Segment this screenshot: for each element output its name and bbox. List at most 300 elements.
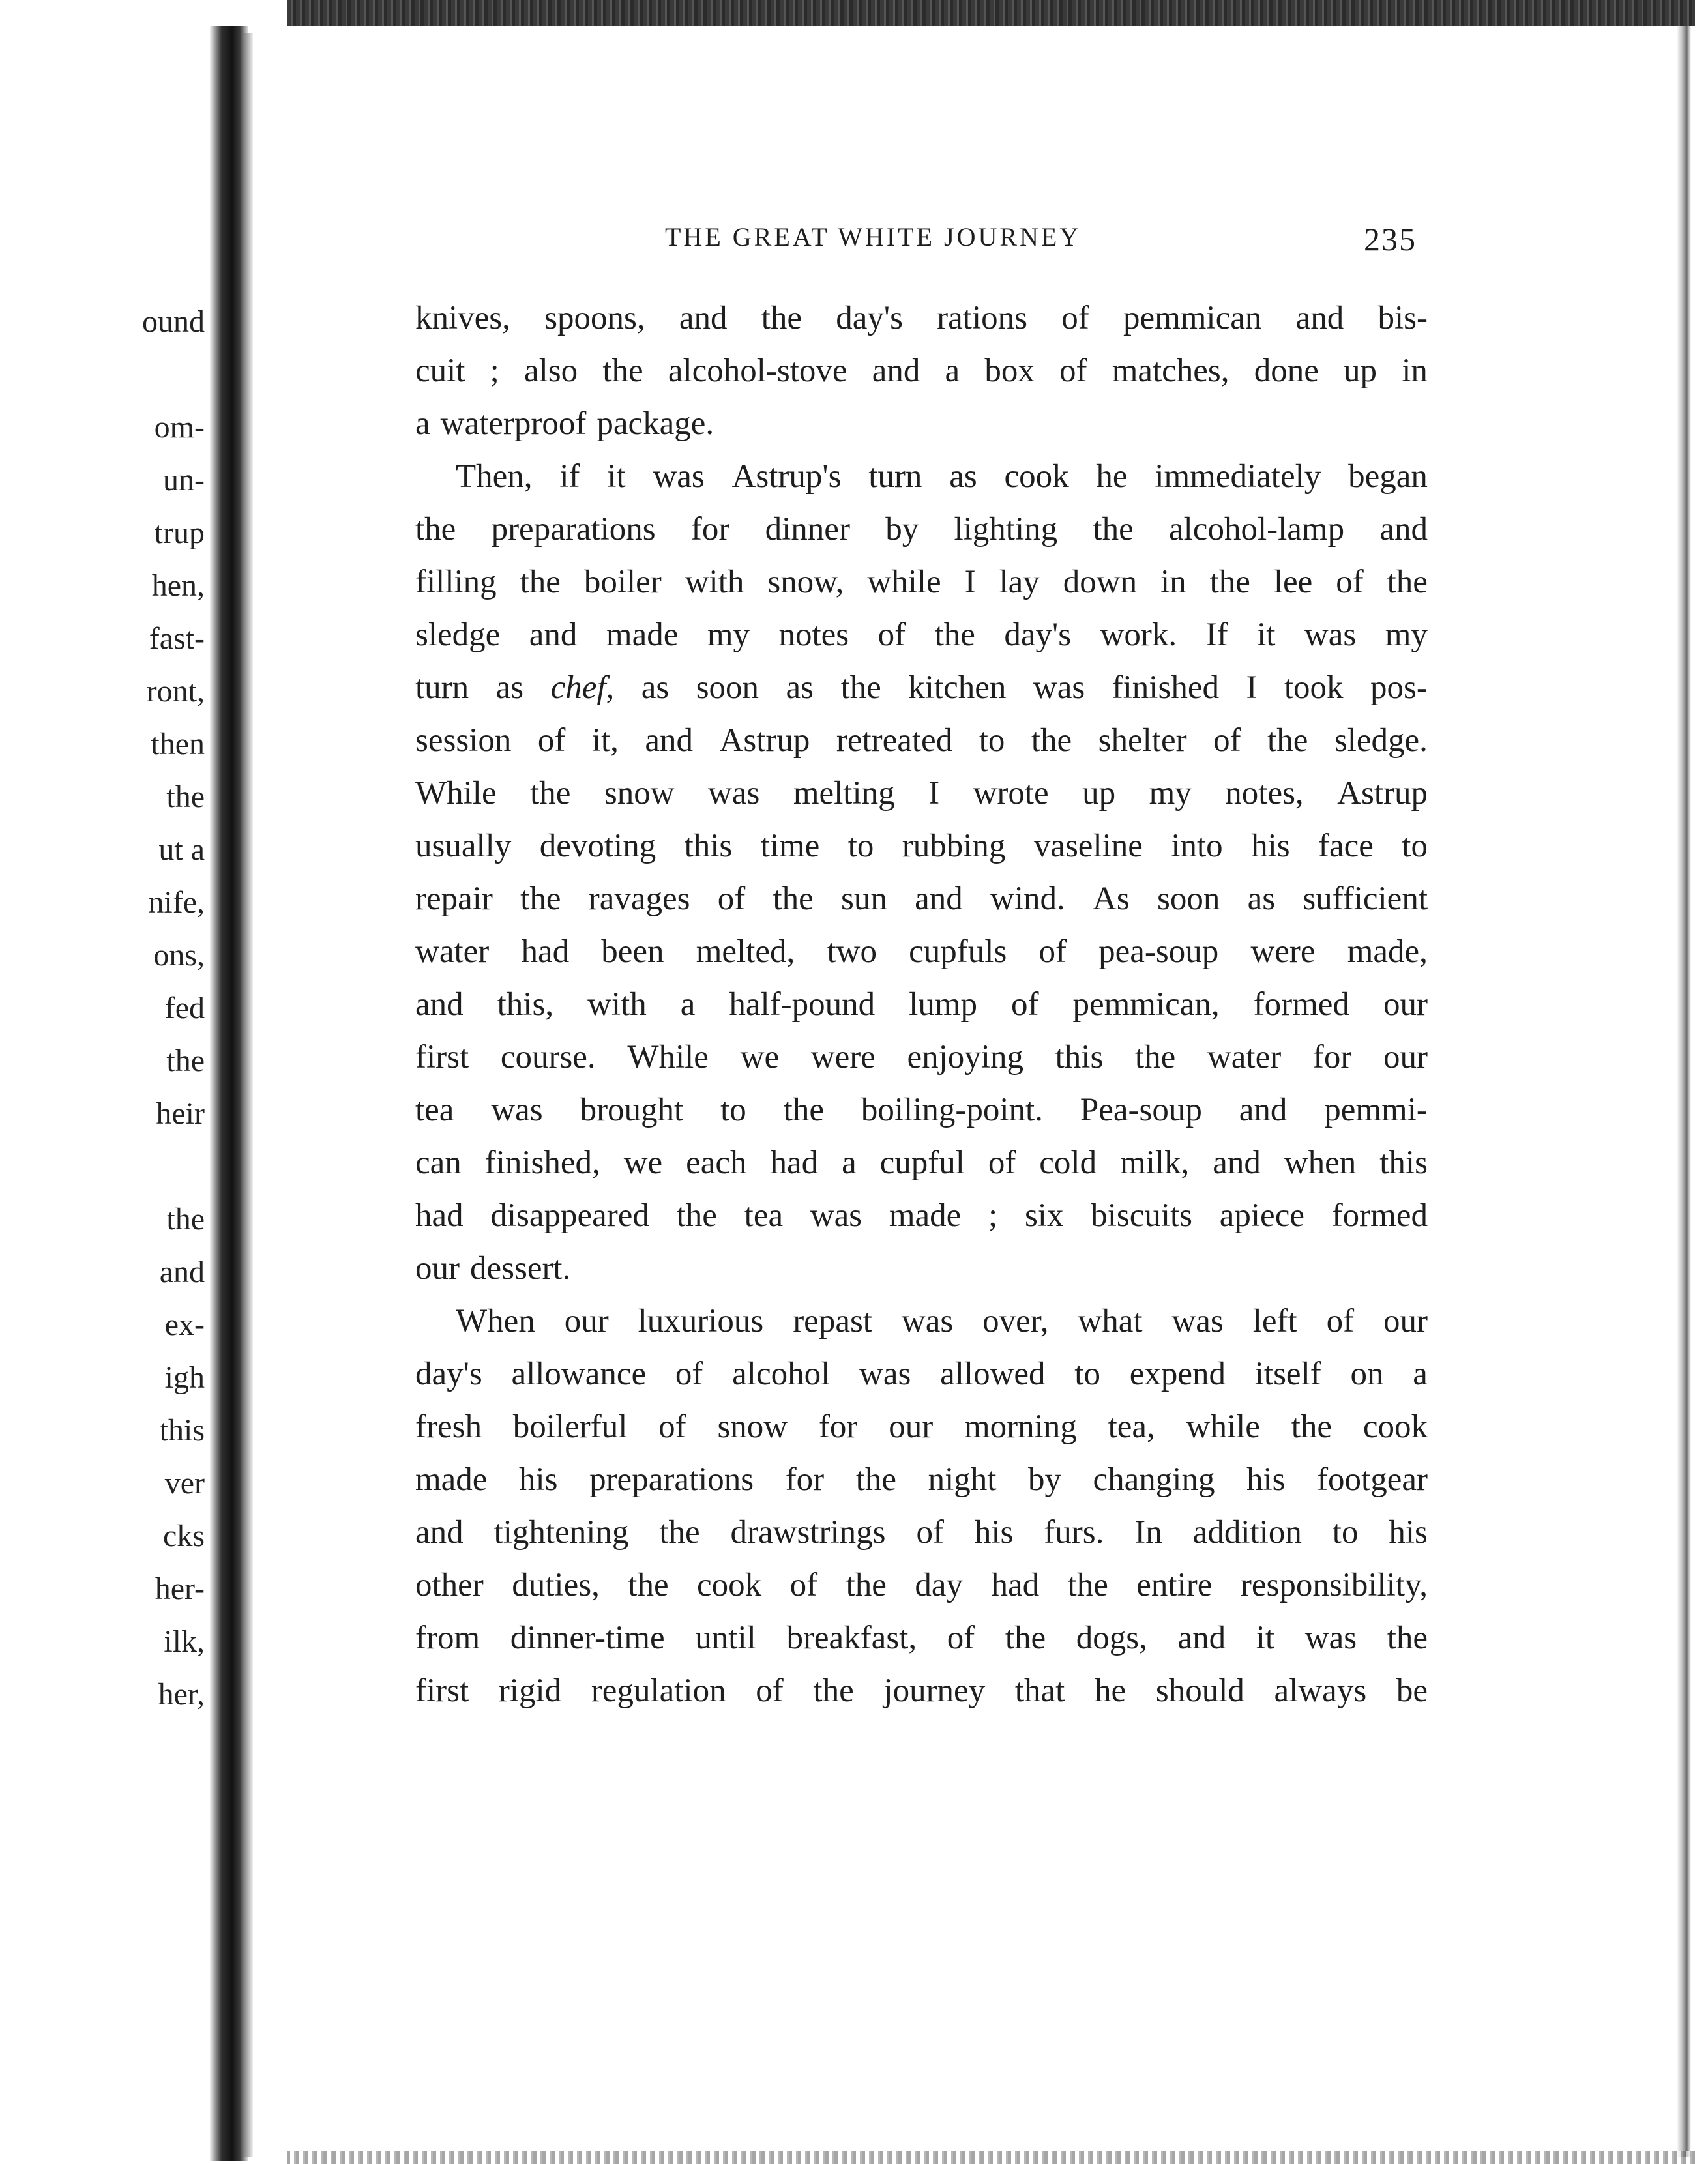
word: a [842,1145,857,1181]
word: expend [1129,1356,1226,1392]
text-line [415,820,1428,873]
word: this [1055,1039,1104,1075]
word: and [915,881,963,917]
text-line [415,556,1428,609]
word: his [1251,828,1290,864]
word: other [415,1567,484,1603]
word: always [1274,1673,1367,1709]
word: the [1031,722,1072,759]
word: had [991,1567,1040,1603]
word: cold [1039,1145,1097,1181]
facing-page-text-fragment: trup [154,516,205,550]
word: on [1350,1356,1384,1392]
word: by [1027,1461,1061,1498]
word: be [1396,1673,1428,1709]
word: devoting [539,828,656,864]
word: our [415,1250,460,1287]
text-line [415,1348,1428,1401]
word: sledge. [1334,722,1428,759]
word: the [1387,1620,1428,1656]
word: repast [793,1303,872,1339]
word: immediately [1155,458,1321,495]
word: done [1254,353,1319,389]
word: the [659,1514,700,1551]
word: with [587,986,647,1023]
word: that [1014,1673,1065,1709]
word: to [720,1092,746,1128]
word: the [934,617,975,653]
word: the [602,353,643,389]
word: as [641,669,670,706]
word: package. [596,405,714,442]
word: preparations [589,1461,754,1498]
word: was [708,775,760,812]
text-line [415,503,1428,556]
facing-page-text-fragment: her- [155,1572,205,1606]
text-line [415,450,1428,503]
word: two [827,933,877,970]
word: water [415,933,490,970]
word: disappeared [490,1197,649,1234]
word: the [855,1461,897,1498]
word: of [1011,986,1039,1023]
word: fresh [415,1409,482,1445]
facing-page-text-fragment: this [159,1413,205,1448]
word: apiece [1219,1197,1304,1234]
word: sledge [415,617,501,653]
text-line [415,1031,1428,1084]
word: and [1213,1145,1261,1181]
word: to [847,828,874,864]
word: While [627,1039,709,1075]
word: cook [1362,1409,1428,1445]
word: half-pound [729,986,876,1023]
word: dessert. [469,1250,571,1287]
word: the [773,881,814,917]
word: journey [883,1673,986,1709]
word: regulation [591,1673,726,1709]
word: tea [744,1197,784,1234]
word: of [789,1567,818,1603]
facing-page-text-fragment: the [166,780,205,814]
word: of [537,722,566,759]
word: formed [1331,1197,1428,1234]
word: each [686,1145,747,1181]
text-line [415,767,1428,820]
word: his [974,1514,1014,1551]
word: had [415,1197,464,1234]
word: to [1332,1514,1359,1551]
facing-page-text-fragment: fed [164,991,205,1025]
word: Astrup [719,722,810,759]
word: pea-soup [1098,933,1219,970]
facing-page-text-fragment: cks [163,1519,205,1553]
word: this, [497,986,554,1023]
text-line [415,662,1428,714]
facing-page-text-fragment: ilk, [164,1624,205,1659]
word: melted, [696,933,795,970]
word: boiler [583,564,662,600]
page-number: 235 [1364,221,1417,257]
scanner-edge-top [287,0,1695,26]
word: of [756,1673,784,1709]
word: for [818,1409,858,1445]
gutter-shadow [243,33,253,2157]
word: over, [982,1303,1049,1339]
word: made [889,1197,962,1234]
word: of [1059,353,1087,389]
word: work. [1100,617,1177,653]
text-line [415,873,1428,926]
word: sun [841,881,887,917]
facing-page-text-fragment: hen, [151,568,205,603]
word: down [1063,564,1138,600]
text-line [415,926,1428,978]
word: cook [697,1567,762,1603]
word: of [1336,564,1364,600]
word: first [415,1673,469,1709]
word: first [415,1039,469,1075]
word: a [1413,1356,1428,1392]
word: had [770,1145,819,1181]
word: ravages [588,881,690,917]
word: cook [1004,458,1069,495]
word: to [979,722,1005,759]
word: for [1312,1039,1352,1075]
word: dinner-time [510,1620,665,1656]
facing-page-text-fragment: heir [156,1096,205,1131]
word: our [1383,1303,1428,1339]
word: the [520,564,561,600]
word: pos- [1370,669,1428,706]
word: made [606,617,679,653]
word: If [1205,617,1228,653]
word: luxurious [638,1303,764,1339]
text-line [415,292,1428,345]
word: and [1239,1092,1288,1128]
word: for [785,1461,825,1498]
facing-page-text-fragment: her, [158,1677,205,1712]
word: snow, [767,564,844,600]
word: addition [1192,1514,1302,1551]
word: changing [1093,1461,1215,1498]
word: alcohol [732,1356,831,1392]
facing-page-text-fragment: ex- [164,1308,205,1342]
word: responsibility, [1240,1567,1428,1603]
text-line [415,398,1428,450]
word: this [684,828,733,864]
text-line [415,714,1428,767]
word: kitchen [908,669,1007,706]
text-line [415,345,1428,398]
word: the [1291,1409,1333,1445]
word: to [1074,1356,1100,1392]
word: until [695,1620,756,1656]
text-line [415,1612,1428,1665]
word: dinner [765,511,850,548]
word: rations [937,300,1027,336]
word: cupful [879,1145,965,1181]
word: entire [1136,1567,1213,1603]
facing-page-text-fragment: the [166,1202,205,1236]
word: while [1186,1409,1260,1445]
word: tightening [493,1514,629,1551]
word: he [1095,1673,1126,1709]
word: dogs, [1076,1620,1147,1656]
text-line [415,1084,1428,1137]
word: was [1033,669,1085,706]
word: of [988,1145,1016,1181]
word: I [928,775,940,812]
word: of [1213,722,1241,759]
word: box [984,353,1035,389]
facing-page-text-fragment: the [166,1044,205,1078]
facing-page-text-fragment: fast- [149,621,205,656]
word: six [1024,1197,1064,1234]
word: from [415,1620,480,1656]
word: ; [988,1197,998,1234]
word: lighting [954,511,1058,548]
word: snow [604,775,675,812]
word: had [521,933,570,970]
word: our [889,1409,934,1445]
word: a [680,986,696,1023]
word: I [964,564,976,600]
word: soon [1156,881,1220,917]
word: our [564,1303,609,1339]
word: his [1246,1461,1286,1498]
word: while [867,564,941,600]
word: was [1304,1620,1357,1656]
word: we [740,1039,780,1075]
word: my [1149,775,1192,812]
word: up [1082,775,1116,812]
word: the [676,1197,717,1234]
word: for [690,511,730,548]
word: the [840,669,881,706]
word: formed [1253,986,1349,1023]
word: and [1379,511,1428,548]
word: the [1067,1567,1108,1603]
word: snow [717,1409,788,1445]
word: the [415,511,456,548]
word: While [415,775,497,812]
word: bis- [1377,300,1428,336]
text-line [415,609,1428,662]
facing-page-text-fragment: ver [164,1466,205,1500]
word: with [685,564,744,600]
word: alcohol-stove [668,353,847,389]
text-line [415,1454,1428,1506]
word: took [1284,669,1344,706]
running-head: THE GREAT WHITE JOURNEY [665,222,1082,252]
word: boiling-point. [861,1092,1043,1128]
word: in [1160,564,1186,600]
text-line [415,1559,1428,1612]
word: he [1096,458,1128,495]
word: footgear [1317,1461,1428,1498]
word: and [529,617,578,653]
word: course. [500,1039,596,1075]
word: Astrup's [731,458,842,495]
word: day's [1004,617,1072,653]
word: it [607,458,626,495]
word: it [1256,1620,1275,1656]
word: day's [415,1356,482,1392]
word: breakfast, [786,1620,917,1656]
word: finished, [484,1145,600,1181]
word: water [1207,1039,1282,1075]
word: was [1171,1303,1224,1339]
word: the [813,1673,854,1709]
word: finished [1112,669,1219,706]
word: notes, [1225,775,1304,812]
word: I [1246,669,1258,706]
word: chef, [550,669,615,706]
word: itself [1254,1356,1321,1392]
word: our [1383,986,1428,1023]
text-line [415,1190,1428,1242]
facing-page-text-fragment: ut a [158,832,205,867]
word: cupfuls [909,933,1007,970]
facing-page-text-fragment: ront, [146,674,205,709]
word: it, [591,722,619,759]
word: rubbing [902,828,1006,864]
word: the [783,1092,824,1128]
word: the [1093,511,1134,548]
word: should [1155,1673,1244,1709]
word: the [628,1567,669,1603]
page-edge-right [1677,26,1691,2157]
facing-page-text-fragment: om- [154,410,205,445]
word: knives, [415,300,510,336]
word: and [645,722,694,759]
word: milk, [1120,1145,1190,1181]
word: as [495,669,524,706]
word: was [810,1197,862,1234]
word: when [1284,1145,1357,1181]
word: drawstrings [730,1514,886,1551]
word: of [877,617,906,653]
word: the [1209,564,1250,600]
word: In [1134,1514,1162,1551]
word: this [1379,1145,1428,1181]
scanner-edge-bottom [287,2151,1695,2164]
text-line [415,1242,1428,1295]
word: the [1005,1620,1046,1656]
word: vaseline [1033,828,1143,864]
facing-page-text-fragment: then [151,727,205,761]
facing-page-text-fragment: un- [163,463,205,497]
facing-page-text-fragment: ons, [153,938,205,972]
word: also [524,353,578,389]
word: it [1257,617,1276,653]
word: biscuits [1091,1197,1193,1234]
word: Then, [456,458,533,495]
word: and [1177,1620,1226,1656]
word: were [1250,933,1316,970]
word: When [456,1303,535,1339]
word: his [519,1461,558,1498]
word: allowed [940,1356,1046,1392]
word: a [415,405,430,442]
word: of [675,1356,703,1392]
word: in [1402,353,1428,389]
word: of [717,881,746,917]
text-line [415,1665,1428,1718]
word: rigid [498,1673,562,1709]
word: notes [778,617,849,653]
body-text [415,292,1428,1718]
word: matches, [1112,353,1229,389]
text-line [415,1401,1428,1454]
word: and [1295,300,1344,336]
word: was [859,1356,911,1392]
word: lump [909,986,978,1023]
word: to [1402,828,1428,864]
word: pemmican [1123,300,1262,336]
text-line [415,1506,1428,1559]
word: my [707,617,750,653]
word: been [601,933,664,970]
word: was [1304,617,1357,653]
facing-page-text-fragment: and [159,1255,205,1289]
word: allowance [511,1356,647,1392]
word: the [520,881,561,917]
word: began [1348,458,1428,495]
word: time [760,828,820,864]
word: were [810,1039,876,1075]
word: we [623,1145,663,1181]
word: of [658,1409,686,1445]
word: lee [1273,564,1313,600]
facing-page-text-fragment: ound [142,304,205,339]
word: as [949,458,977,495]
word: day [915,1567,963,1603]
word: up [1344,353,1377,389]
word: retreated [836,722,953,759]
word: morning [964,1409,1077,1445]
word: and [872,353,920,389]
word: his [1389,1514,1428,1551]
word: day's [836,300,903,336]
word: turn [868,458,922,495]
word: made, [1347,933,1428,970]
word: was [901,1303,954,1339]
word: filling [415,564,497,600]
word: as [786,669,814,706]
word: was [491,1092,543,1128]
word: was [653,458,705,495]
word: sufficient [1303,881,1428,917]
word: brought [580,1092,684,1128]
word: Pea-soup [1080,1092,1202,1128]
facing-page-text-fragment: nife, [148,885,205,920]
word: the [846,1567,887,1603]
word: enjoying [907,1039,1023,1075]
word: by [885,511,919,548]
word: wrote [973,775,1049,812]
word: wind. [990,881,1065,917]
word: of [1061,300,1089,336]
word: the [530,775,571,812]
word: night [928,1461,997,1498]
word: and [679,300,728,336]
word: what [1078,1303,1143,1339]
word: the [761,300,802,336]
word: soon [696,669,759,706]
word: usually [415,828,512,864]
